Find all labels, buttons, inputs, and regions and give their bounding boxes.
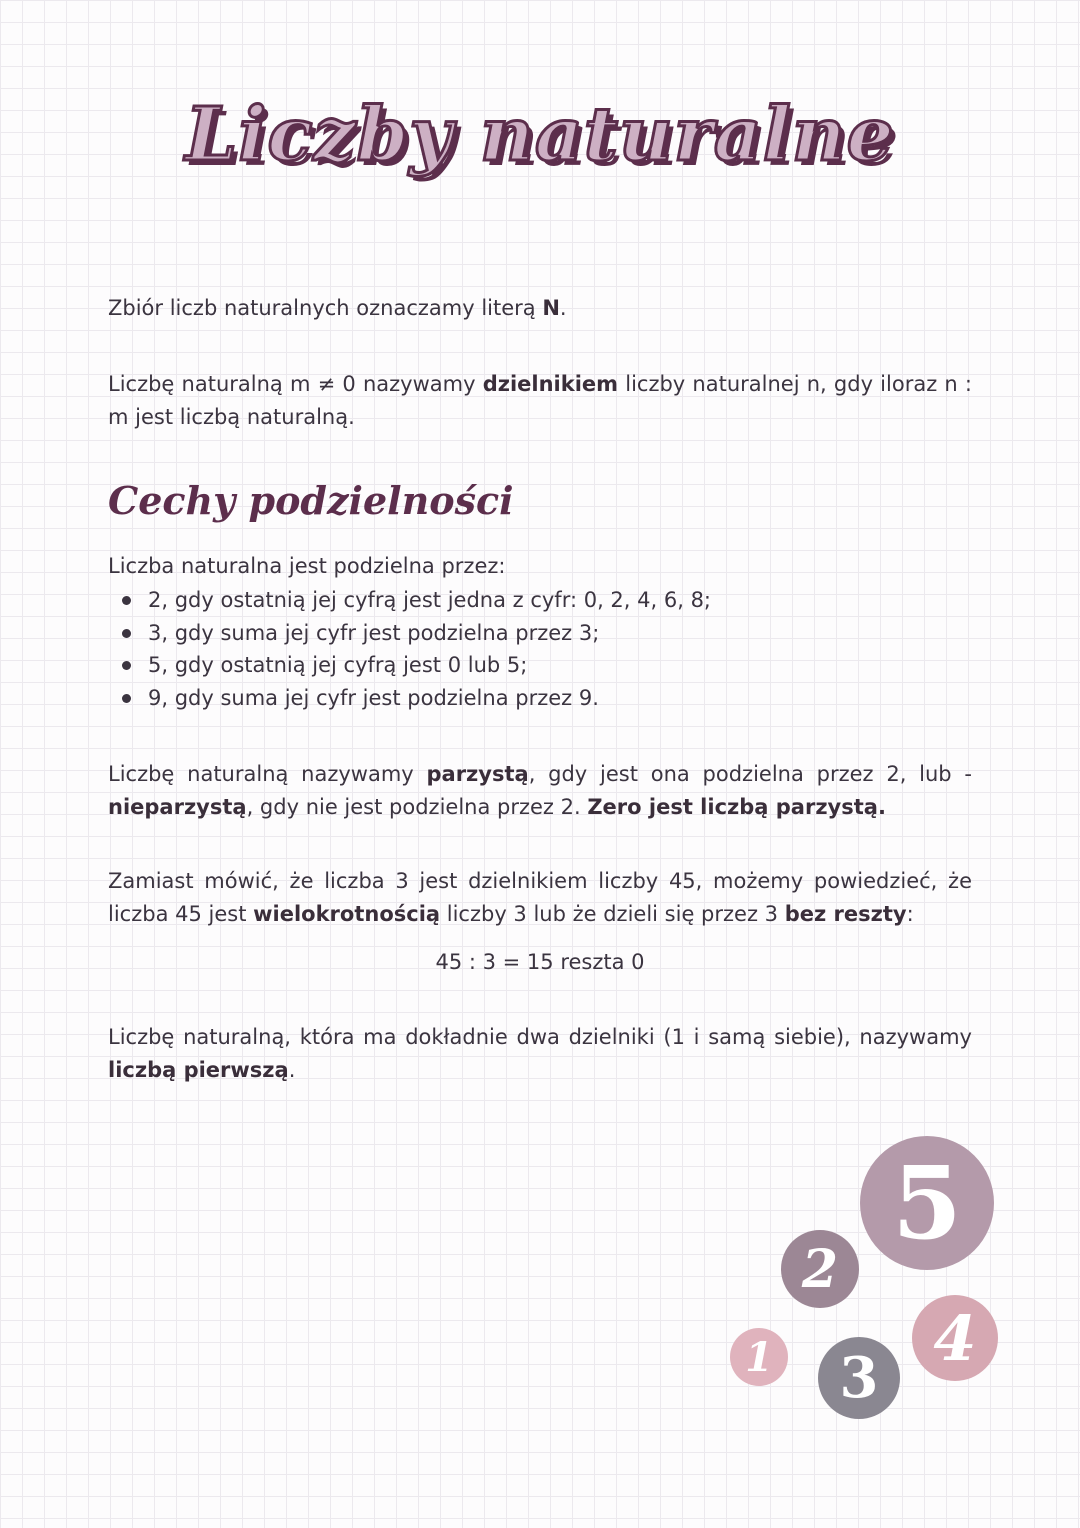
term-no-remainder: bez reszty xyxy=(784,902,907,926)
page-title: Liczby naturalne xyxy=(185,92,895,178)
term-divisor: dzielnikiem xyxy=(482,372,619,396)
number-4-circle: 4 xyxy=(912,1295,998,1381)
section-heading: Cechy podzielności xyxy=(108,478,514,523)
number-1-circle: 1 xyxy=(730,1328,788,1386)
set-symbol: N xyxy=(542,296,560,320)
term-multiple: wielokrotnością xyxy=(253,902,441,926)
multiple-paragraph: Zamiast mówić, że liczba 3 jest dzielnikiem liczby 45, możemy powiedzieć, że liczba 45 jest wielokrotnością liczby 3 lub że dzieli się przez 3 bez reszty: xyxy=(108,869,972,926)
term-even: parzystą xyxy=(426,762,529,786)
term-odd: nieparzystą xyxy=(108,795,247,819)
list-item: 5, gdy ostatnią jej cyfrą jest 0 lub 5; xyxy=(112,649,711,682)
list-item: 2, gdy ostatnią jej cyfrą jest jedna z cyfr: 0, 2, 4, 6, 8; xyxy=(112,584,711,617)
intro-paragraph: Zbiór liczb naturalnych oznaczamy literą N. xyxy=(108,296,567,320)
zero-even-note: Zero jest liczbą parzystą. xyxy=(587,795,886,819)
list-item: 9, gdy suma jej cyfr jest podzielna przez 9. xyxy=(112,682,711,715)
number-2-circle: 2 xyxy=(781,1230,859,1308)
parity-paragraph: Liczbę naturalną nazywamy parzystą, gdy jest ona podzielna przez 2, lub - nieparzystą, gdy nie jest podzielna przez 2. Zero jest liczbą parzystą. xyxy=(108,762,972,819)
division-equation: 45 : 3 = 15 reszta 0 xyxy=(435,950,645,974)
number-5-circle: 5 xyxy=(860,1136,994,1270)
term-prime: liczbą pierwszą xyxy=(108,1058,289,1082)
number-3-circle: 3 xyxy=(818,1337,900,1419)
prime-paragraph: Liczbę naturalną, która ma dokładnie dwa dzielniki (1 i samą siebie), nazywamy liczbą pierwszą. xyxy=(108,1025,972,1082)
divisibility-list xyxy=(112,584,711,714)
divisor-definition: Liczbę naturalną m ≠ 0 nazywamy dzielnikiem liczby naturalnej n, gdy iloraz n : m jest liczbą naturalną. xyxy=(108,372,972,429)
divisibility-lead: Liczba naturalna jest podzielna przez: xyxy=(108,554,506,578)
list-item: 3, gdy suma jej cyfr jest podzielna przez 3; xyxy=(112,617,711,650)
